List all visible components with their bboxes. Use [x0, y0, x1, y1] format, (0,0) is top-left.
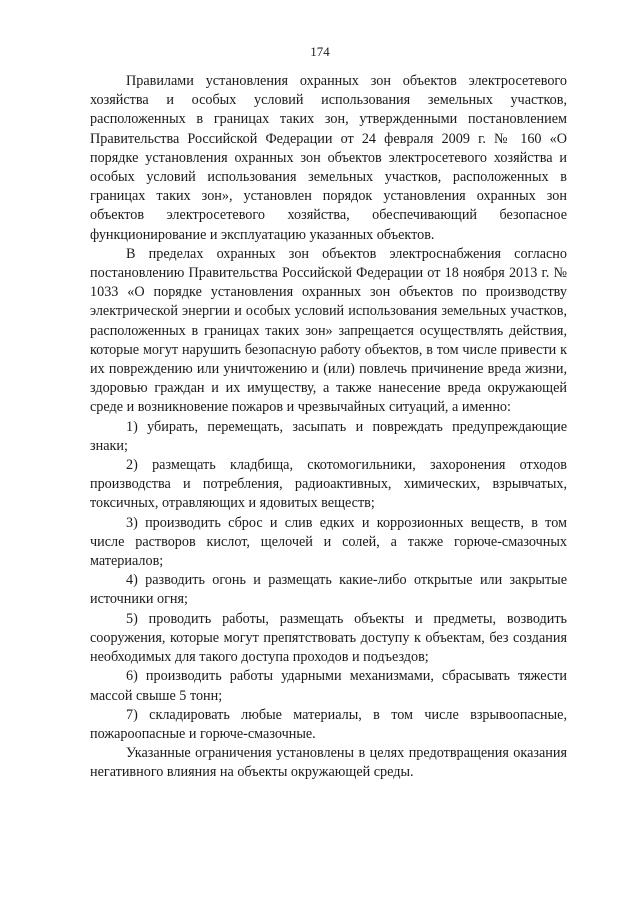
paragraph-rules: Правилами установления охранных зон объектов электросетевого хозяйства и особых условий использования земельных участков, расположенных в границах таких зон, утвержденными постановлением Правительства Российской Федерации от 24 февраля 2009 г. № 160 «О порядке установления охранных зон объектов электросетевого хозяйства и особых условий использования земельных участков, расположенных в границах таких зон», установлен порядок установления охранных зон объектов электросетевого хозяйства, обеспечивающий безопасное функционирование и эксплуатацию указанных объектов.	[90, 73, 567, 243]
document-body-upper	[90, 72, 567, 783]
list-item-4: 4) разводить огонь и размещать какие-либо открытые или закрытые источники огня;	[90, 572, 567, 608]
list-item-2: 2) размещать кладбища, скотомогильники, захоронения отходов производства и потребления, радиоактивных, химических, взрывчатых, токсичных, отравляющих и ядовитых веществ;	[90, 457, 567, 512]
paragraph-prohibitions-intro: В пределах охранных зон объектов электроснабжения согласно постановлению Правительства Российской Федерации от 18 ноября 2013 г. № 1033 «О порядке установления охранных зон объектов по производству электрической энергии и особых условий использования земельных участков, расположенных в границах таких зон» запрещается осуществлять действия, которые могут нарушить безопасную работу объектов, в том числе привести к их повреждению или уничтожению и (или) повлечь причинение вреда жизни, здоровью граждан и их имуществу, а также нанесение вреда окружающей среде и возникновение пожаров и чрезвычайных ситуаций, а именно:	[90, 245, 567, 416]
list-item-3: 3) производить сброс и слив едких и коррозионных веществ, в том числе растворов кислот, щелочей и солей, а также горюче-смазочных материалов;	[90, 514, 567, 570]
page-number: 174	[310, 44, 330, 59]
list-item-7: 7) складировать любые материалы, в том числе взрывоопасные, пожароопасные и горюче-смазочные.	[90, 706, 567, 742]
list-item-6: 6) производить работы ударными механизмами, сбрасывать тяжести массой свыше 5 тонн;	[90, 668, 567, 704]
list-item-5: 5) проводить работы, размещать объекты и предметы, возводить сооружения, которые могут препятствовать доступу к объектам, без создания необходимых для такого доступа проходов и подъездов;	[90, 610, 567, 666]
paragraph-conclusion: Указанные ограничения установлены в целях предотвращения оказания негативного влияния на объекты окружающей среды.	[90, 745, 567, 781]
list-item-1: 1) убирать, перемещать, засыпать и повреждать предупреждающие знаки;	[90, 418, 567, 454]
